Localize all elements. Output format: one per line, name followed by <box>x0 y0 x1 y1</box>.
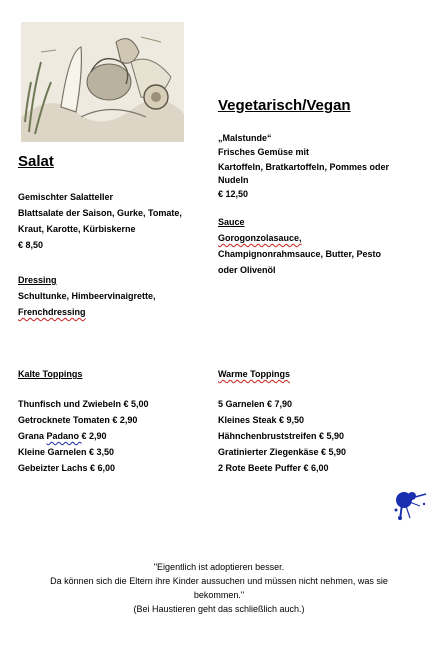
quote-line-1: "Eigentlich ist adoptieren besser. <box>153 562 285 572</box>
quote-line-2: Da können sich die Eltern ihre Kinder aussuchen und müssen nicht nehmen, was sie <box>50 576 388 586</box>
vegan-heading: Vegetarisch/Vegan <box>218 97 351 114</box>
kalte-item-3 <box>18 428 218 444</box>
sauce-section <box>218 214 428 278</box>
quote-line-3: bekommen." <box>193 590 245 600</box>
kalte-toppings-heading: Kalte Toppings <box>18 369 83 379</box>
grana-prefix: Grana <box>18 431 47 441</box>
grana-price: € 2,90 <box>81 431 107 441</box>
vegan-item-line-2: Kartoffeln, Bratkartoffeln, Pommes oder <box>218 162 390 172</box>
warme-toppings-section <box>218 366 428 476</box>
salat-section <box>18 189 218 253</box>
kalte-toppings-section <box>18 366 218 476</box>
kalte-item-5: Gebeizter Lachs € 6,00 <box>18 463 116 473</box>
kalte-item-1: Thunfisch und Zwiebeln € 5,00 <box>18 399 149 409</box>
menu-illustration <box>21 22 184 142</box>
cartoon-sketch-image <box>21 22 184 142</box>
grana-word: Padano <box>46 431 82 441</box>
salat-item-line-2: Kraut, Karotte, Kürbiskerne <box>18 224 136 234</box>
warme-toppings-heading: Warme Toppings <box>218 369 290 379</box>
dressing-line-1: Schultunke, Himbeervinaigrette, <box>18 291 156 301</box>
salat-heading: Salat <box>18 153 54 170</box>
vegan-item-title: „Malstunde“ <box>218 133 272 143</box>
warme-item-4: Gratinierter Ziegenkäse € 5,90 <box>218 447 347 457</box>
dressing-heading: Dressing <box>18 275 57 285</box>
dressing-line-2: Frenchdressing <box>18 307 86 317</box>
sauce-line-2: Champignonrahmsauce, Butter, Pesto <box>218 249 382 259</box>
sauce-line-1: Gorogonzolasauce, <box>218 233 302 243</box>
kalte-item-4: Kleine Garnelen € 3,50 <box>18 447 115 457</box>
warme-item-2: Kleines Steak € 9,50 <box>218 415 305 425</box>
vegan-item-line-1: Frisches Gemüse mit <box>218 147 310 157</box>
vegan-section <box>218 130 428 202</box>
quote-line-4: (Bei Haustieren geht das schließlich auch.) <box>133 604 305 614</box>
vegan-item-price: € 12,50 <box>218 189 249 199</box>
warme-item-5: 2 Rote Beete Puffer € 6,00 <box>218 463 329 473</box>
quote-block <box>10 560 428 616</box>
warme-item-1: 5 Garnelen € 7,90 <box>218 399 293 409</box>
sauce-line-3: oder Olivenöl <box>218 265 276 275</box>
kalte-item-2: Getrocknete Tomaten € 2,90 <box>18 415 138 425</box>
ink-splash-icon <box>390 484 430 524</box>
dressing-section <box>18 272 218 320</box>
sauce-heading: Sauce <box>218 217 245 227</box>
salat-item-price: € 8,50 <box>18 240 44 250</box>
vegan-item-line-3: Nudeln <box>218 175 249 185</box>
salat-item-line-1: Blattsalate der Saison, Gurke, Tomate, <box>18 208 182 218</box>
salat-item-title: Gemischter Salatteller <box>18 192 114 202</box>
warme-item-3: Hähnchenbruststreifen € 5,90 <box>218 431 345 441</box>
